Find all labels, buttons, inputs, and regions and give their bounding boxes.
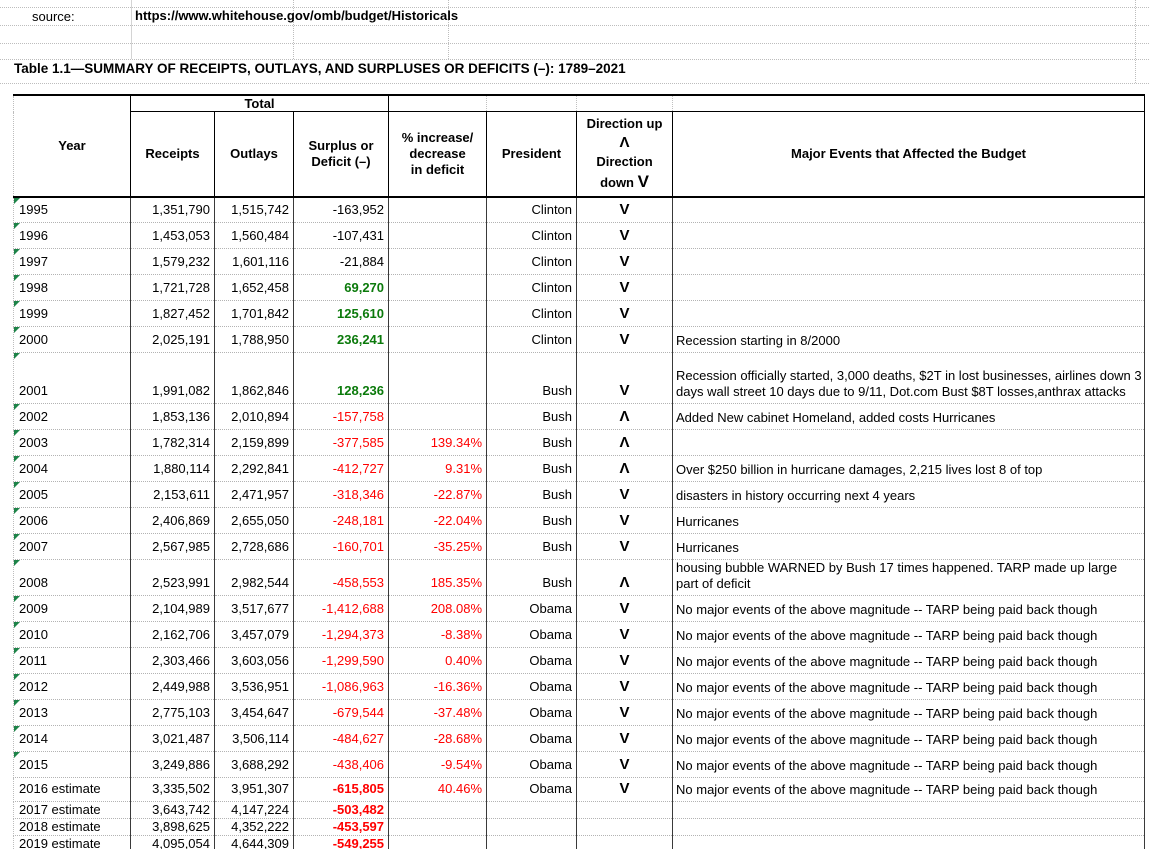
table-row [14,482,1145,508]
table-row [14,752,1145,778]
header-surplus [294,112,389,197]
table-row [14,456,1145,482]
direction-cell [577,819,673,836]
green-triangle-icon [14,301,20,307]
receipts-cell: 1,880,114 [131,456,215,482]
year-cell: 2014 [14,726,131,752]
year-cell: 1995 [14,197,131,223]
surplus-deficit-cell: 69,270 [294,275,389,301]
direction-cell [577,836,673,849]
direction-cell [577,802,673,819]
events-cell: No major events of the above magnitude -- TARP being paid back though [673,726,1145,752]
receipts-cell: 2,025,191 [131,327,215,353]
green-triangle-icon [14,430,20,436]
events-cell [673,430,1145,456]
table-row [14,622,1145,648]
pct-change-cell: -22.87% [389,482,487,508]
events-cell [673,802,1145,819]
president-cell: Obama [487,648,577,674]
header-direction-up-label: Direction up [586,116,663,132]
header-pct-line1: % increase/ [401,129,474,145]
receipts-cell: 1,782,314 [131,430,215,456]
outlays-cell: 2,159,899 [215,430,294,456]
header-pct-change [389,112,487,197]
table-row [14,778,1145,802]
year-cell: 1996 [14,223,131,249]
table-row [14,508,1145,534]
president-cell: Clinton [487,223,577,249]
receipts-cell: 1,991,082 [131,353,215,404]
president-cell [487,802,577,819]
pct-change-cell: 185.35% [389,560,487,596]
outlays-cell: 3,951,307 [215,778,294,802]
surplus-deficit-cell: -458,553 [294,560,389,596]
year-cell: 2016 estimate [14,778,131,802]
outlays-cell: 3,454,647 [215,700,294,726]
receipts-cell: 3,335,502 [131,778,215,802]
events-cell: No major events of the above magnitude -- TARP being paid back though [673,674,1145,700]
year-cell: 2017 estimate [14,802,131,819]
events-cell: No major events of the above magnitude -- TARP being paid back though [673,752,1145,778]
events-cell [673,197,1145,223]
receipts-cell: 1,827,452 [131,301,215,327]
direction-cell: V [577,249,673,275]
source-url: https://www.whitehouse.gov/omb/budget/Historicals [135,8,459,23]
outlays-cell: 1,652,458 [215,275,294,301]
table-row [14,404,1145,430]
table-row [14,836,1145,849]
president-cell: Bush [487,508,577,534]
column-header-row [14,112,1145,197]
year-cell: 2001 [14,353,131,404]
caret-up-icon: Λ [619,134,630,152]
header-strip [577,95,673,112]
pct-change-cell: 208.08% [389,596,487,622]
outlays-cell: 1,701,842 [215,301,294,327]
pct-change-cell [389,819,487,836]
direction-cell: V [577,508,673,534]
green-triangle-icon [14,596,20,602]
header-total: Total [131,95,389,112]
events-cell: Over $250 billion in hurricane damages, 2,215 lives lost 8 of top [673,456,1145,482]
table-row [14,648,1145,674]
direction-cell: V [577,197,673,223]
pct-change-cell: 40.46% [389,778,487,802]
events-cell: No major events of the above magnitude -- TARP being paid back though [673,648,1145,674]
receipts-cell: 2,303,466 [131,648,215,674]
year-cell: 2002 [14,404,131,430]
surplus-deficit-cell: -160,701 [294,534,389,560]
receipts-cell: 2,449,988 [131,674,215,700]
surplus-deficit-cell: 125,610 [294,301,389,327]
header-direction-down-label1: Direction [596,154,653,170]
caret-down-icon: V [637,172,649,192]
header-receipts: Receipts [131,112,215,197]
outlays-cell: 1,788,950 [215,327,294,353]
header-strip [389,95,487,112]
year-cell: 2004 [14,456,131,482]
events-cell: Recession officially started, 3,000 deaths, $2T in lost businesses, airlines down 3 days wall street 10 days due to 9/11, Dot.com Bust $8T losses,anthrax attacks [673,353,1145,404]
green-triangle-icon [14,700,20,706]
header-strip [673,95,1145,112]
president-cell: Bush [487,353,577,404]
pct-change-cell: 0.40% [389,648,487,674]
header-president: President [487,112,577,197]
header-surplus-line2: Deficit (–) [311,153,371,169]
green-triangle-icon [14,560,20,566]
president-cell [487,836,577,849]
green-triangle-icon [14,223,20,229]
president-cell [487,819,577,836]
header-pct-line3: in deficit [410,161,465,177]
header-direction [577,112,673,197]
year-cell: 2003 [14,430,131,456]
surplus-deficit-cell: -412,727 [294,456,389,482]
green-triangle-icon [14,327,20,333]
header-year: Year [14,95,131,197]
pct-change-cell [389,275,487,301]
outlays-cell: 1,862,846 [215,353,294,404]
president-cell: Obama [487,674,577,700]
events-cell [673,819,1145,836]
green-triangle-icon [14,752,20,758]
surplus-deficit-cell: 236,241 [294,327,389,353]
pct-change-cell [389,836,487,849]
president-cell: Bush [487,404,577,430]
table-row [14,726,1145,752]
surplus-deficit-cell: -248,181 [294,508,389,534]
table-row [14,275,1145,301]
pct-change-cell: 9.31% [389,456,487,482]
direction-cell: V [577,353,673,404]
receipts-cell: 3,021,487 [131,726,215,752]
events-cell [673,249,1145,275]
table-row [14,700,1145,726]
green-triangle-icon [14,648,20,654]
events-cell: Hurricanes [673,534,1145,560]
year-cell: 2000 [14,327,131,353]
president-cell: Obama [487,752,577,778]
green-triangle-icon [14,249,20,255]
outlays-cell: 2,655,050 [215,508,294,534]
direction-cell: Λ [577,404,673,430]
year-cell: 2007 [14,534,131,560]
direction-cell: V [577,301,673,327]
green-triangle-icon [14,404,20,410]
header-major-events: Major Events that Affected the Budget [673,112,1145,197]
pct-change-cell [389,353,487,404]
events-cell: No major events of the above magnitude -- TARP being paid back though [673,596,1145,622]
gridline [1135,0,1136,83]
president-cell: Clinton [487,301,577,327]
surplus-deficit-cell: -1,412,688 [294,596,389,622]
president-cell: Bush [487,482,577,508]
year-cell: 1998 [14,275,131,301]
receipts-cell: 2,406,869 [131,508,215,534]
receipts-cell: 3,249,886 [131,752,215,778]
direction-cell: V [577,275,673,301]
outlays-cell: 2,010,894 [215,404,294,430]
receipts-cell: 1,453,053 [131,223,215,249]
outlays-cell: 3,506,114 [215,726,294,752]
outlays-cell: 2,728,686 [215,534,294,560]
header-outlays: Outlays [215,112,294,197]
year-cell: 2010 [14,622,131,648]
pct-change-cell [389,223,487,249]
receipts-cell: 2,775,103 [131,700,215,726]
page-title: Table 1.1—SUMMARY OF RECEIPTS, OUTLAYS, AND SURPLUSES OR DEFICITS (–): 1789–2021 [14,61,626,76]
pct-change-cell: -9.54% [389,752,487,778]
direction-cell: V [577,223,673,249]
year-cell: 2012 [14,674,131,700]
surplus-deficit-cell: -163,952 [294,197,389,223]
president-cell: Clinton [487,275,577,301]
president-cell: Bush [487,430,577,456]
outlays-cell: 1,601,116 [215,249,294,275]
president-cell: Clinton [487,327,577,353]
pct-change-cell: -22.04% [389,508,487,534]
table-row [14,534,1145,560]
events-cell: Hurricanes [673,508,1145,534]
direction-cell: V [577,534,673,560]
president-cell: Obama [487,596,577,622]
outlays-cell: 3,603,056 [215,648,294,674]
green-triangle-icon [14,198,20,204]
green-triangle-icon [14,275,20,281]
direction-cell: Λ [577,456,673,482]
header-direction-down-label2 [577,172,672,193]
group-header-row [14,95,1145,112]
president-cell: Obama [487,726,577,752]
outlays-cell: 3,688,292 [215,752,294,778]
direction-cell: V [577,622,673,648]
president-cell: Bush [487,560,577,596]
outlays-cell: 2,982,544 [215,560,294,596]
events-cell: No major events of the above magnitude -- TARP being paid back though [673,778,1145,802]
green-triangle-icon [14,726,20,732]
table-row [14,223,1145,249]
pct-change-cell [389,301,487,327]
gridline [0,59,1149,60]
outlays-cell: 3,457,079 [215,622,294,648]
pct-change-cell: -8.38% [389,622,487,648]
green-triangle-icon [14,508,20,514]
table-row [14,249,1145,275]
pct-change-cell: 139.34% [389,430,487,456]
year-cell: 2005 [14,482,131,508]
year-cell: 2006 [14,508,131,534]
president-cell: Clinton [487,249,577,275]
events-cell: No major events of the above magnitude -- TARP being paid back though [673,622,1145,648]
surplus-deficit-cell: -318,346 [294,482,389,508]
green-triangle-icon [14,534,20,540]
surplus-deficit-cell: -377,585 [294,430,389,456]
events-cell: housing bubble WARNED by Bush 17 times happened. TARP made up large part of deficit [673,560,1145,596]
receipts-cell: 1,721,728 [131,275,215,301]
table-row [14,430,1145,456]
year-cell: 2008 [14,560,131,596]
direction-cell: V [577,327,673,353]
gridline [0,25,1149,26]
receipts-cell: 2,153,611 [131,482,215,508]
direction-cell: V [577,596,673,622]
president-cell: Bush [487,534,577,560]
surplus-deficit-cell: -438,406 [294,752,389,778]
surplus-deficit-cell: -615,805 [294,778,389,802]
outlays-cell: 3,517,677 [215,596,294,622]
table-row [14,197,1145,223]
pct-change-cell [389,249,487,275]
table-row [14,802,1145,819]
receipts-cell: 3,898,625 [131,819,215,836]
surplus-deficit-cell: -1,086,963 [294,674,389,700]
table-row [14,560,1145,596]
green-triangle-icon [14,482,20,488]
year-cell: 1997 [14,249,131,275]
receipts-cell: 2,162,706 [131,622,215,648]
receipts-cell: 1,351,790 [131,197,215,223]
surplus-deficit-cell: -679,544 [294,700,389,726]
table-row [14,674,1145,700]
surplus-deficit-cell: -453,597 [294,819,389,836]
direction-cell: V [577,752,673,778]
source-label: source: [32,9,75,24]
surplus-deficit-cell: -503,482 [294,802,389,819]
table-body [14,197,1145,849]
surplus-deficit-cell: -549,255 [294,836,389,849]
table-row [14,819,1145,836]
budget-table [13,94,1145,849]
events-cell [673,223,1145,249]
direction-cell: V [577,674,673,700]
pct-change-cell [389,802,487,819]
outlays-cell: 2,471,957 [215,482,294,508]
direction-cell: V [577,482,673,508]
surplus-deficit-cell: -21,884 [294,249,389,275]
year-cell: 2015 [14,752,131,778]
header-pct-line2: decrease [409,145,466,161]
year-cell: 2019 estimate [14,836,131,849]
surplus-deficit-cell: -484,627 [294,726,389,752]
year-cell: 2018 estimate [14,819,131,836]
pct-change-cell [389,327,487,353]
year-cell: 2013 [14,700,131,726]
receipts-cell: 3,643,742 [131,802,215,819]
surplus-deficit-cell: -1,299,590 [294,648,389,674]
events-cell: Added New cabinet Homeland, added costs Hurricanes [673,404,1145,430]
receipts-cell: 2,104,989 [131,596,215,622]
pct-change-cell [389,404,487,430]
president-cell: Obama [487,700,577,726]
table-row [14,353,1145,404]
events-cell [673,275,1145,301]
year-cell: 2011 [14,648,131,674]
pct-change-cell: -16.36% [389,674,487,700]
receipts-cell: 2,523,991 [131,560,215,596]
receipts-cell: 1,579,232 [131,249,215,275]
header-strip [487,95,577,112]
pct-change-cell: -28.68% [389,726,487,752]
year-cell: 2009 [14,596,131,622]
green-triangle-icon [14,353,20,359]
outlays-cell: 4,147,224 [215,802,294,819]
table-row [14,301,1145,327]
receipts-cell: 1,853,136 [131,404,215,430]
pct-change-cell [389,197,487,223]
year-cell: 1999 [14,301,131,327]
direction-cell: V [577,726,673,752]
direction-cell: V [577,700,673,726]
outlays-cell: 4,352,222 [215,819,294,836]
green-triangle-icon [14,674,20,680]
direction-cell: V [577,648,673,674]
header-surplus-line1: Surplus or [308,137,374,153]
outlays-cell: 4,644,309 [215,836,294,849]
surplus-deficit-cell: -157,758 [294,404,389,430]
president-cell: Bush [487,456,577,482]
events-cell: disasters in history occurring next 4 years [673,482,1145,508]
pct-change-cell: -37.48% [389,700,487,726]
receipts-cell: 4,095,054 [131,836,215,849]
gridline [131,0,132,59]
events-cell: No major events of the above magnitude -- TARP being paid back though [673,700,1145,726]
president-cell: Obama [487,622,577,648]
president-cell: Clinton [487,197,577,223]
gridline [0,43,1149,44]
table-row [14,596,1145,622]
events-cell [673,836,1145,849]
direction-cell: V [577,778,673,802]
pct-change-cell: -35.25% [389,534,487,560]
direction-cell: Λ [577,560,673,596]
surplus-deficit-cell: -107,431 [294,223,389,249]
outlays-cell: 1,560,484 [215,223,294,249]
receipts-cell: 2,567,985 [131,534,215,560]
table-row [14,327,1145,353]
outlays-cell: 2,292,841 [215,456,294,482]
events-cell: Recession starting in 8/2000 [673,327,1145,353]
gridline [0,83,1149,84]
outlays-cell: 1,515,742 [215,197,294,223]
direction-cell: Λ [577,430,673,456]
president-cell: Obama [487,778,577,802]
header-direction-down-word: down [600,175,634,191]
surplus-deficit-cell: 128,236 [294,353,389,404]
events-cell [673,301,1145,327]
green-triangle-icon [14,456,20,462]
outlays-cell: 3,536,951 [215,674,294,700]
green-triangle-icon [14,622,20,628]
surplus-deficit-cell: -1,294,373 [294,622,389,648]
